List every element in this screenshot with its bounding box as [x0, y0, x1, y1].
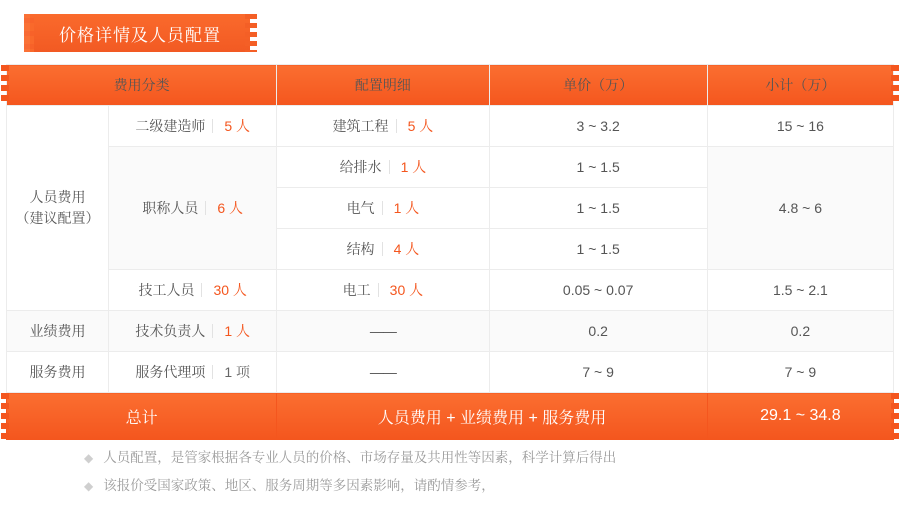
- category-label-line2: （建议配置）: [15, 210, 100, 226]
- divider: [396, 119, 397, 133]
- item-qty: 5 人: [224, 118, 251, 134]
- table-total-row: [7, 393, 894, 440]
- divider: [205, 201, 206, 215]
- column-header-unit-price: 单价（万）: [489, 65, 707, 106]
- list-item: [84, 444, 864, 472]
- table-row: [7, 270, 894, 311]
- detail-qty: 4 人: [393, 241, 420, 257]
- table-header-row: [7, 65, 894, 106]
- cell-item-tech-lead: [109, 311, 277, 352]
- cell-subtotal: 1.5 ~ 2.1: [707, 270, 893, 311]
- bullet-icon: ◆: [84, 451, 94, 465]
- banner-left-edge-decoration: [24, 14, 34, 52]
- detail-name: 电工: [342, 282, 371, 298]
- divider: [212, 365, 213, 379]
- cell-category-performance: 业绩费用: [7, 311, 109, 352]
- cell-detail-electrician: [277, 270, 489, 311]
- divider: [212, 324, 213, 338]
- item-qty: 6 人: [217, 200, 244, 216]
- total-label: 总计: [7, 393, 277, 440]
- column-header-category: 费用分类: [7, 65, 277, 106]
- cell-unit-price: 1 ~ 1.5: [489, 147, 707, 188]
- cell-category-service: 服务费用: [7, 352, 109, 393]
- price-table: [6, 64, 894, 440]
- page-title-banner: [30, 14, 250, 52]
- item-name: 技工人员: [138, 282, 195, 298]
- item-name: 二级建造师: [135, 118, 206, 134]
- list-item: [84, 472, 864, 500]
- detail-name: 电气: [346, 200, 375, 216]
- page-title: 价格详情及人员配置: [59, 25, 221, 45]
- category-label-line1: 人员费用: [29, 189, 86, 205]
- cell-item-technicians: [109, 270, 277, 311]
- detail-qty: 1 人: [393, 200, 420, 216]
- detail-qty: 30 人: [389, 282, 424, 298]
- item-name: 技术负责人: [135, 323, 206, 339]
- divider: [212, 119, 213, 133]
- total-formula: 人员费用 + 业绩费用 + 服务费用: [277, 393, 707, 440]
- cell-category-personnel: [7, 106, 109, 311]
- cell-unit-price: 1 ~ 1.5: [489, 229, 707, 270]
- note-text: 人员配置，是管家根据各专业人员的价格、市场存量及共用性等因素，科学计算后得出: [103, 450, 617, 465]
- cell-subtotal: 4.8 ~ 6: [707, 147, 893, 270]
- table-row: [7, 311, 894, 352]
- column-header-detail: 配置明细: [277, 65, 489, 106]
- cell-unit-price: 3 ~ 3.2: [489, 106, 707, 147]
- bullet-icon: ◆: [84, 479, 94, 493]
- detail-name: 给排水: [339, 159, 382, 175]
- divider: [382, 201, 383, 215]
- item-qty: 1 项: [224, 364, 251, 380]
- cell-subtotal: 0.2: [707, 311, 893, 352]
- cell-detail-electrical: [277, 188, 489, 229]
- divider: [378, 283, 379, 297]
- column-header-subtotal: 小计（万）: [707, 65, 893, 106]
- cell-detail-construction: [277, 106, 489, 147]
- notes-list: [84, 444, 864, 500]
- cell-item-level2-builder: [109, 106, 277, 147]
- banner-right-edge-decoration: [245, 14, 257, 52]
- cell-unit-price: 0.2: [489, 311, 707, 352]
- cell-unit-price: 1 ~ 1.5: [489, 188, 707, 229]
- total-value: 29.1 ~ 34.8: [707, 393, 893, 440]
- detail-name: 结构: [346, 241, 375, 257]
- cell-detail-structure: [277, 229, 489, 270]
- cell-subtotal: 7 ~ 9: [707, 352, 893, 393]
- cell-unit-price: 7 ~ 9: [489, 352, 707, 393]
- note-text: 该报价受国家政策、地区、服务周期等多因素影响，请酌情参考，: [103, 478, 495, 493]
- cell-detail-none: ——: [277, 352, 489, 393]
- table-body: [7, 106, 894, 440]
- cell-detail-plumbing: [277, 147, 489, 188]
- divider: [389, 160, 390, 174]
- cell-subtotal: 15 ~ 16: [707, 106, 893, 147]
- table-row: [7, 106, 894, 147]
- cell-item-titled-personnel: [109, 147, 277, 270]
- item-qty: 30 人: [213, 282, 247, 298]
- table-row: [7, 147, 894, 188]
- cell-detail-none: ——: [277, 311, 489, 352]
- divider: [382, 242, 383, 256]
- table-row: [7, 352, 894, 393]
- cell-item-service-agency: [109, 352, 277, 393]
- table-header: [7, 65, 894, 106]
- item-name: 服务代理项: [135, 364, 206, 380]
- detail-name: 建筑工程: [332, 118, 389, 134]
- item-name: 职称人员: [142, 200, 199, 216]
- divider: [201, 283, 202, 297]
- detail-qty: 5 人: [407, 118, 434, 134]
- detail-qty: 1 人: [400, 159, 427, 175]
- cell-unit-price: 0.05 ~ 0.07: [489, 270, 707, 311]
- item-qty: 1 人: [224, 323, 251, 339]
- price-table-container: [6, 64, 894, 440]
